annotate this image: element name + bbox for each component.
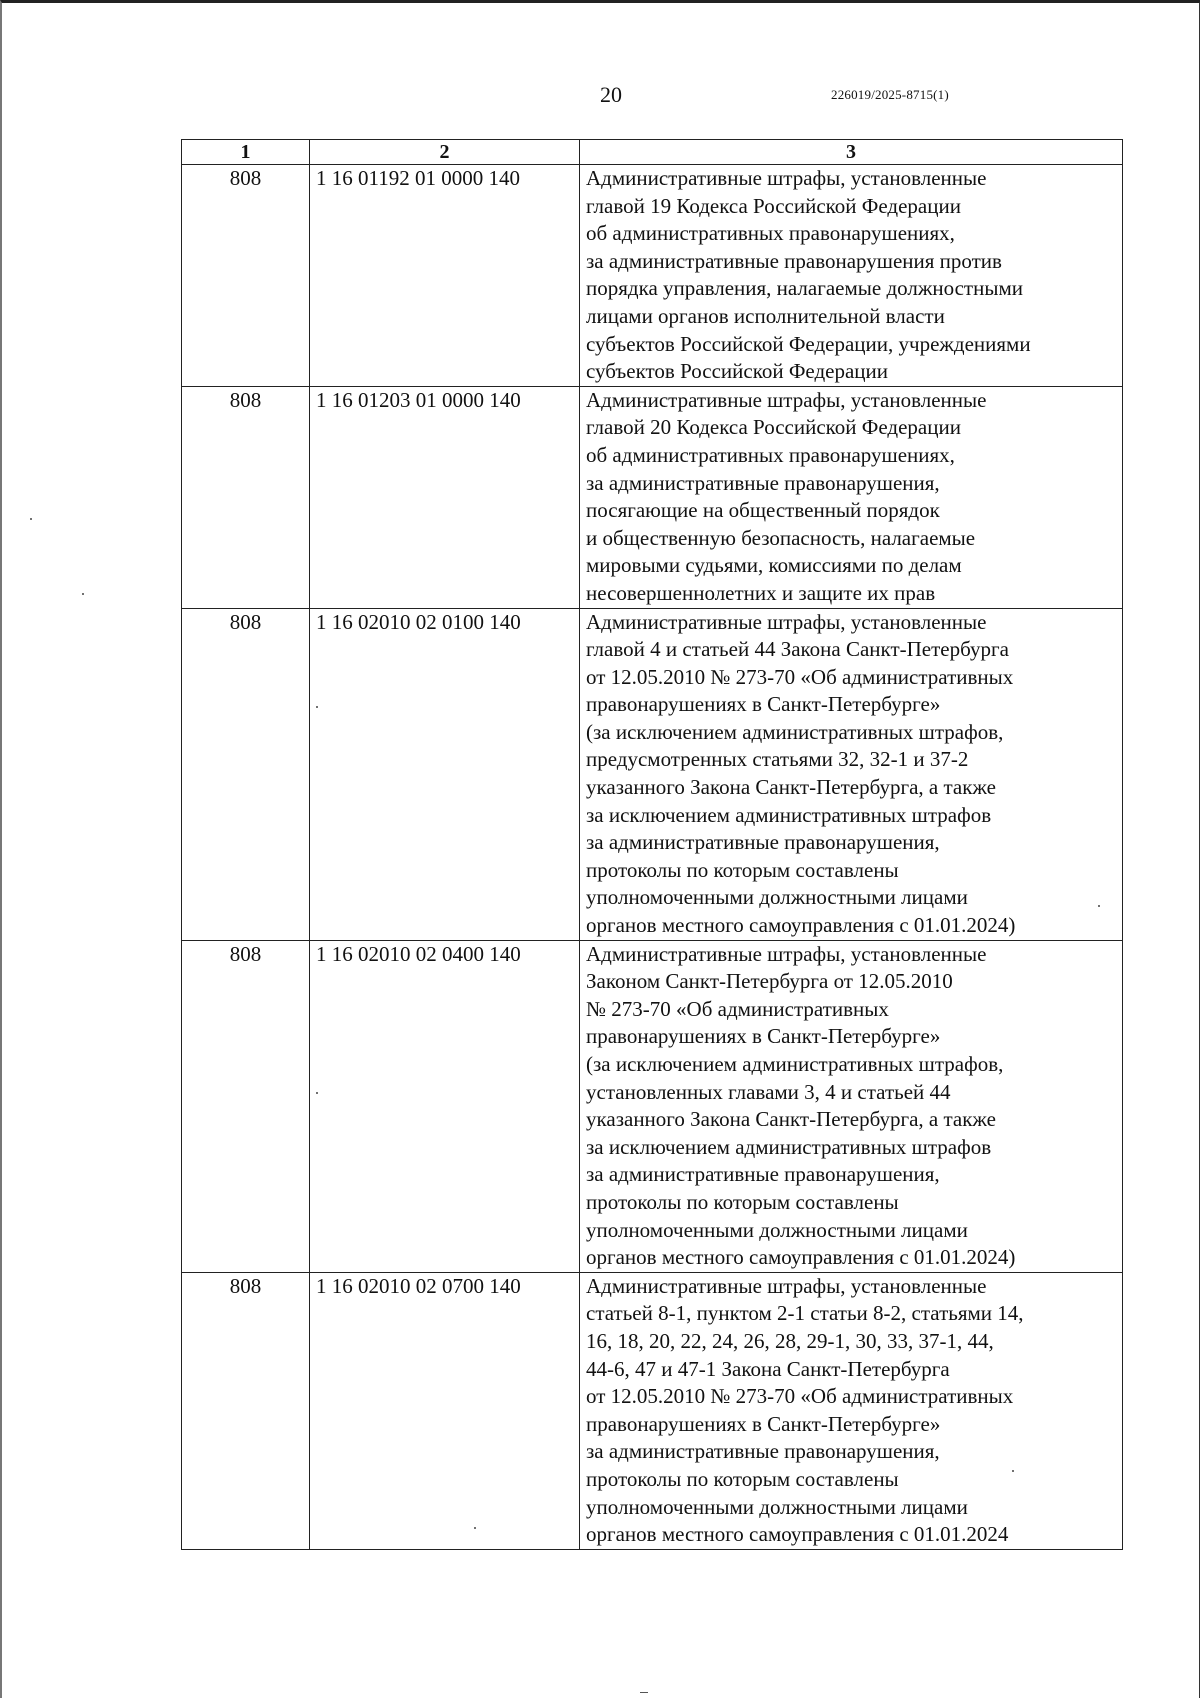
description-cell <box>580 608 1123 940</box>
header-row <box>182 140 1123 165</box>
description-line: органов местного самоуправления с 01.01.2024) <box>586 913 1016 938</box>
scan-speck <box>1012 1470 1014 1472</box>
kbk-code-cell: 1 16 01192 01 0000 140 <box>310 165 580 387</box>
scan-speck <box>30 518 32 520</box>
table-row <box>182 608 1123 940</box>
description-line: уполномоченными должностными лицами <box>586 1217 968 1242</box>
description-cell <box>580 386 1123 608</box>
description-line: 44-6, 47 и 47-1 Закона Санкт-Петербурга <box>586 1356 950 1381</box>
description-line: органов местного самоуправления с 01.01.2024 <box>586 1522 1009 1547</box>
scan-speck <box>474 1527 476 1529</box>
description-line: и общественную безопасность, налагаемые <box>586 525 976 550</box>
description-line: за исключением административных штрафов <box>586 802 992 827</box>
admin-code-cell: 808 <box>182 608 310 940</box>
kbk-code-cell: 1 16 02010 02 0400 140 <box>310 940 580 1272</box>
description-line: правонарушениях в Санкт-Петербурге» <box>586 1411 941 1436</box>
description-line: за административные правонарушения против <box>586 248 1002 273</box>
scan-speck <box>316 1092 318 1094</box>
description-cell <box>580 165 1123 387</box>
description-line: указанного Закона Санкт-Петербурга, а также <box>586 1107 996 1132</box>
table-row <box>182 940 1123 1272</box>
description-line: протоколы по которым составлены <box>586 1466 899 1491</box>
description-line: главой 19 Кодекса Российской Федерации <box>586 193 961 218</box>
column-header-1: 1 <box>182 140 310 165</box>
description-line: Административные штрафы, установленные <box>586 609 987 634</box>
description-line: уполномоченными должностными лицами <box>586 885 968 910</box>
description-cell <box>580 940 1123 1272</box>
admin-code-cell: 808 <box>182 165 310 387</box>
description-line: мировыми судьями, комиссиями по делам <box>586 553 962 578</box>
description-line: уполномоченными должностными лицами <box>586 1494 968 1519</box>
admin-code-cell: 808 <box>182 1272 310 1549</box>
description-line: об административных правонарушениях, <box>586 221 955 246</box>
description-line: органов местного самоуправления с 01.01.2024) <box>586 1245 1016 1270</box>
description-line: за административные правонарушения, <box>586 1439 940 1464</box>
scan-speck <box>82 593 84 595</box>
table-row <box>182 386 1123 608</box>
table-row <box>182 165 1123 387</box>
column-header-3: 3 <box>580 140 1123 165</box>
description-line: порядка управления, налагаемые должностными <box>586 276 1023 301</box>
description-line: Административные штрафы, установленные <box>586 941 987 966</box>
description-line: протоколы по которым составлены <box>586 1189 899 1214</box>
page-number: 20 <box>600 82 622 107</box>
column-header-2: 2 <box>310 140 580 165</box>
description-line: № 273-70 «Об административных <box>586 996 889 1021</box>
kbk-code-cell: 1 16 01203 01 0000 140 <box>310 386 580 608</box>
description-line: (за исключением административных штрафов, <box>586 1052 1004 1076</box>
description-line: (за исключением административных штрафов, <box>586 719 1004 744</box>
description-line: Административные штрафы, установленные <box>586 387 987 412</box>
description-line: предусмотренных статьями 32, 32-1 и 37-2 <box>586 747 969 772</box>
description-line: субъектов Российской Федерации <box>586 359 889 384</box>
description-line: за административные правонарушения, <box>586 1162 940 1187</box>
kbk-code-cell: 1 16 02010 02 0100 140 <box>310 608 580 940</box>
description-line: Административные штрафы, установленные <box>586 1273 987 1298</box>
description-line: Административные штрафы, установленные <box>586 166 987 190</box>
description-line: главой 20 Кодекса Российской Федерации <box>586 415 961 440</box>
table-body <box>182 165 1123 1550</box>
description-line: правонарушениях в Санкт-Петербурге» <box>586 1024 941 1049</box>
description-line: за исключением административных штрафов <box>586 1134 992 1159</box>
scan-speck <box>316 706 318 708</box>
description-line: правонарушениях в Санкт-Петербурге» <box>586 692 941 717</box>
description-cell <box>580 1272 1123 1549</box>
admin-code-cell: 808 <box>182 386 310 608</box>
description-line: от 12.05.2010 № 273-70 «Об административных <box>586 1384 1014 1409</box>
description-line: посягающие на общественный порядок <box>586 498 940 523</box>
description-line: установленных главами 3, 4 и статьей 44 <box>586 1079 951 1104</box>
description-line: за административные правонарушения, <box>586 830 940 855</box>
scan-speck <box>1098 905 1100 907</box>
kbk-code-cell: 1 16 02010 02 0700 140 <box>310 1272 580 1549</box>
table-header <box>182 140 1123 165</box>
document-id: 226019/2025-8715(1) <box>831 87 949 102</box>
description-line: несовершеннолетних и защите их прав <box>586 580 936 605</box>
description-line: от 12.05.2010 № 273-70 «Об административных <box>586 664 1014 689</box>
description-line: лицами органов исполнительной власти <box>586 303 945 328</box>
description-line: об административных правонарушениях, <box>586 442 955 467</box>
description-line: указанного Закона Санкт-Петербурга, а также <box>586 775 996 800</box>
description-line: статьей 8-1, пунктом 2-1 статьи 8-2, статьями 14, <box>586 1301 1024 1326</box>
fees-table <box>181 139 1123 1550</box>
admin-code-cell: 808 <box>182 940 310 1272</box>
description-line: за административные правонарушения, <box>586 470 940 495</box>
description-line: главой 4 и статьей 44 Закона Санкт-Петербурга <box>586 637 1009 662</box>
scan-mark <box>640 1692 648 1693</box>
description-line: протоколы по которым составлены <box>586 857 899 882</box>
description-line: субъектов Российской Федерации, учреждениями <box>586 331 1031 356</box>
description-line: 16, 18, 20, 22, 24, 26, 28, 29-1, 30, 33, 37-1, 44, <box>586 1328 994 1353</box>
description-line: Законом Санкт-Петербурга от 12.05.2010 <box>586 969 953 994</box>
table-row <box>182 1272 1123 1549</box>
